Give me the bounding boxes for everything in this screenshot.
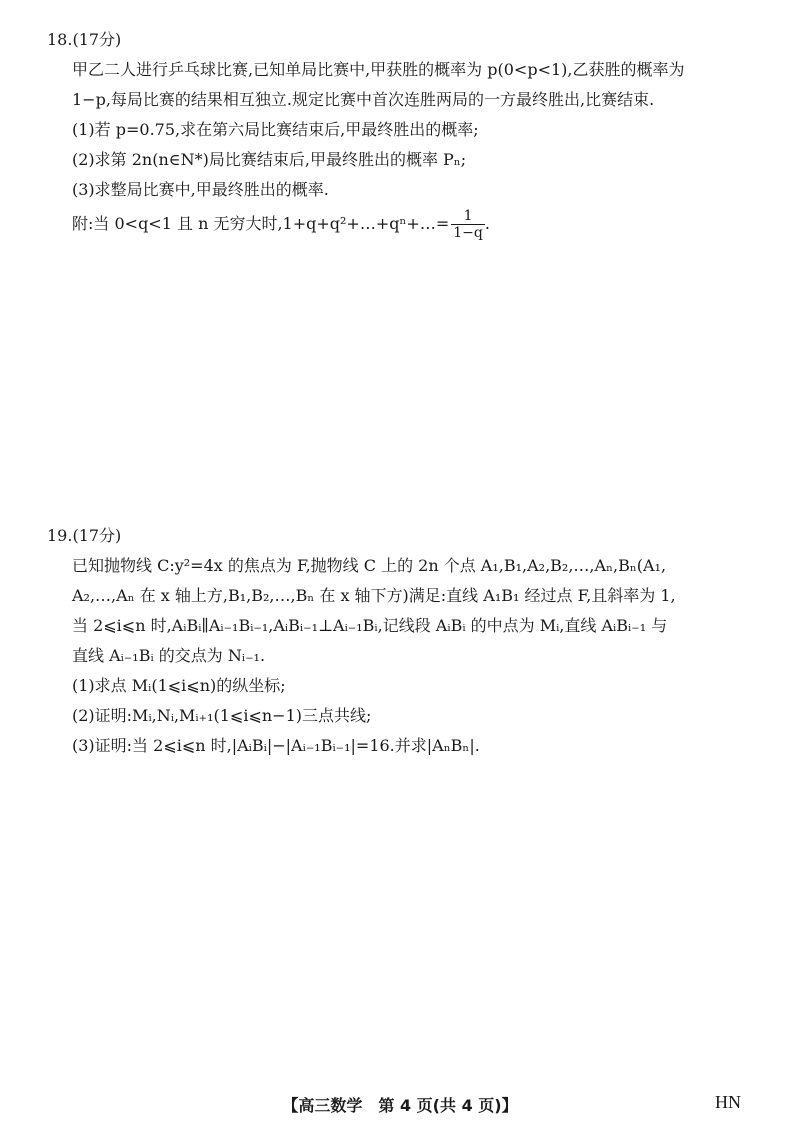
question-18-part-1: (1)若 p=0.75,求在第六局比赛结束后,甲最终胜出的概率; [72,120,479,139]
question-19-text-line-1: 已知抛物线 C:y²=4x 的焦点为 F,抛物线 C 上的 2n 个点 A₁,B₁,A₂,B₂,…,Aₙ,Bₙ(A₁, [72,556,667,575]
region-code: HN [715,1092,741,1112]
question-18-number: 18.(17分) [47,30,122,49]
question-18-text-line-1: 甲乙二人进行乒乓球比赛,已知单局比赛中,甲获胜的概率为 p(0<p<1),乙获胜的概率为 [72,60,685,79]
question-19-part-1: (1)求点 Mᵢ(1⩽i⩽n)的纵坐标; [72,676,286,695]
note-fraction-numerator: 1 [463,208,473,224]
note-prefix: 附:当 0<q<1 且 n 无穷大时,1+q+q²+…+qⁿ+…= [72,214,450,233]
question-18-note [72,208,490,241]
note-suffix: . [484,214,490,233]
question-19-text-line-3: 当 2⩽i⩽n 时,AᵢBᵢ∥Aᵢ₋₁Bᵢ₋₁,AᵢBᵢ₋₁⊥Aᵢ₋₁Bᵢ,记线段 AᵢBᵢ 的中点为 Mᵢ,直线 AᵢBᵢ₋₁ 与 [72,616,668,635]
note-fraction [451,208,485,241]
question-19-text-line-4: 直线 Aᵢ₋₁Bᵢ 的交点为 Nᵢ₋₁. [72,646,266,665]
page-footer: 【高三数学 第 4 页(共 4 页)】 [282,1096,518,1115]
question-18-part-2: (2)求第 2n(n∈N*)局比赛结束后,甲最终胜出的概率 Pₙ; [72,150,467,169]
question-18-part-3: (3)求整局比赛中,甲最终胜出的概率. [72,180,329,199]
question-19-part-2: (2)证明:Mᵢ,Nᵢ,Mᵢ₊₁(1⩽i⩽n−1)三点共线; [72,706,372,725]
question-19-text-line-2: A₂,…,Aₙ 在 x 轴上方,B₁,B₂,…,Bₙ 在 x 轴下方)满足:直线 A₁B₁ 经过点 F,且斜率为 1, [72,586,676,605]
question-18-text-line-2: 1−p,每局比赛的结果相互独立.规定比赛中首次连胜两局的一方最终胜出,比赛结束. [72,90,655,109]
question-19-number: 19.(17分) [47,526,122,545]
question-19-part-3: (3)证明:当 2⩽i⩽n 时,|AᵢBᵢ|−|Aᵢ₋₁Bᵢ₋₁|=16.并求|AₙBₙ|. [72,736,480,755]
note-fraction-denominator: 1−q [453,225,483,241]
